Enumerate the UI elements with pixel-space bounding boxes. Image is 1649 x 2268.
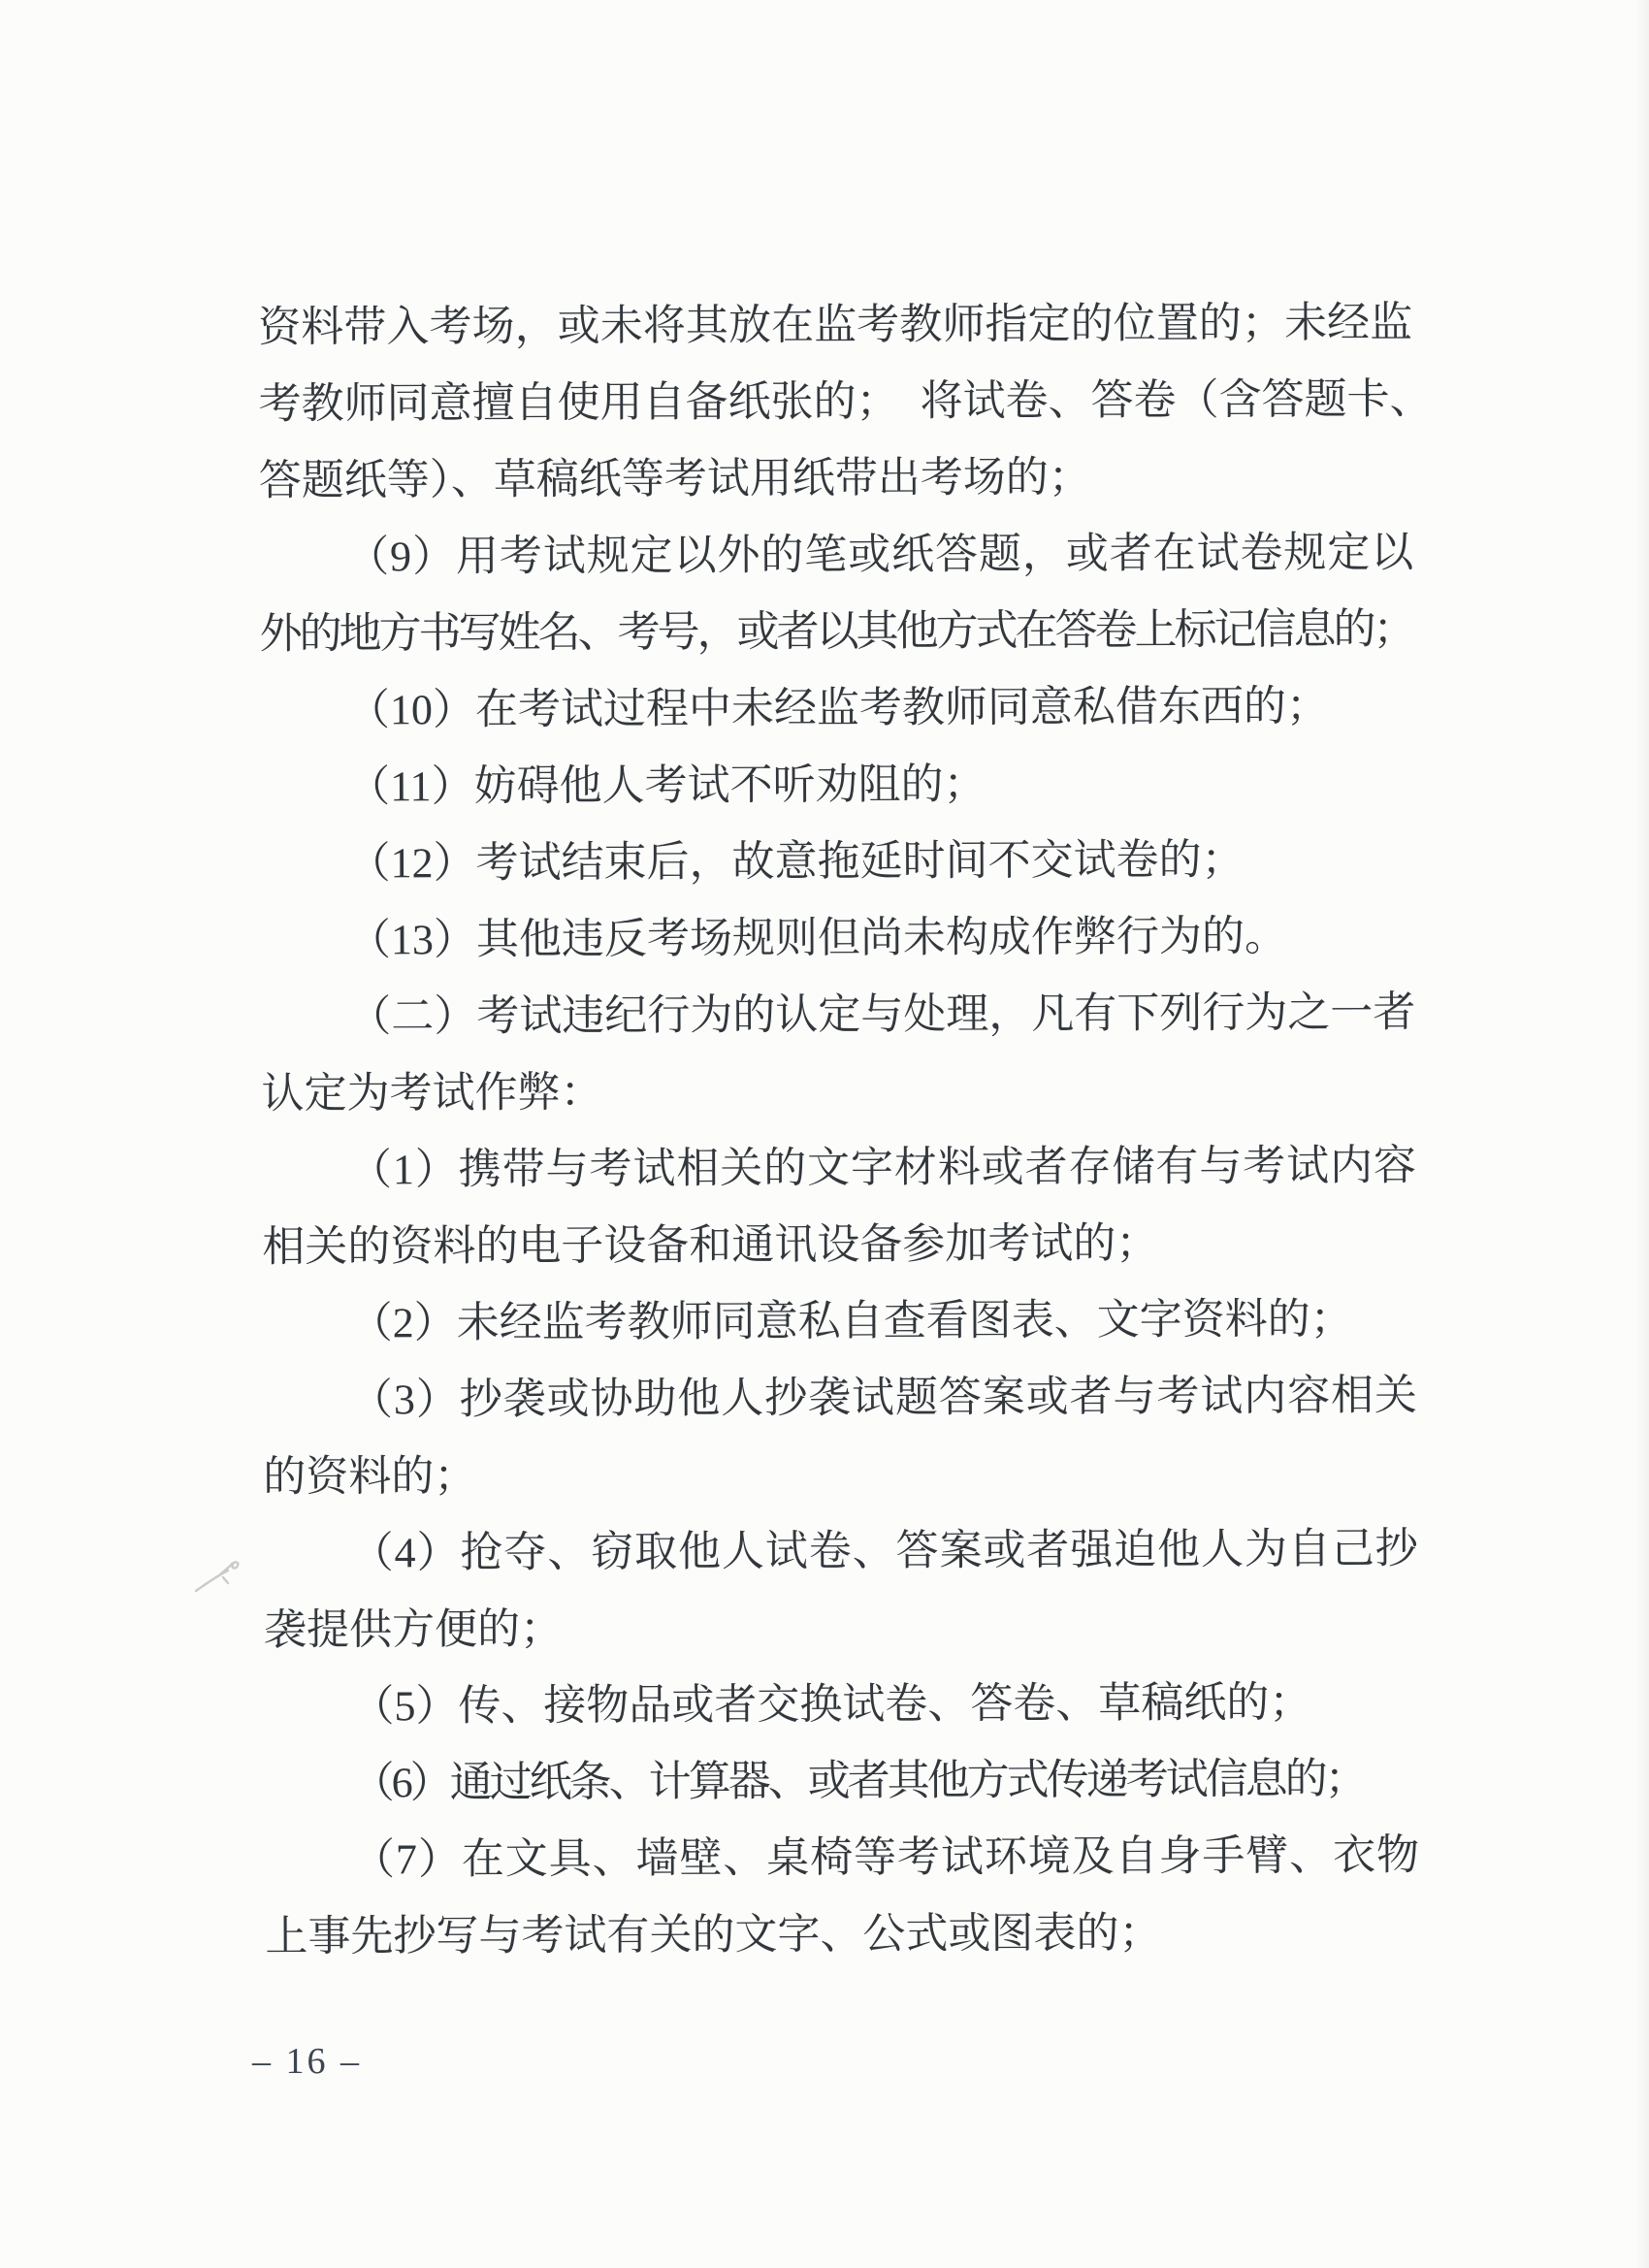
scan-edge-shading bbox=[1635, 0, 1649, 2268]
page-number: – 16 – bbox=[252, 2041, 362, 2082]
text-line: 资料带入考场，或未将其放在监考教师指定的位置的；未经监 bbox=[258, 298, 1413, 351]
text-line: 的资料的； bbox=[263, 1452, 477, 1501]
text-line: （2）未经监考教师同意私自查看图表、文字资料的； bbox=[349, 1295, 1353, 1347]
text-line: （7）在文具、墙壁、桌椅等考试环境及自身手臂、衣物 bbox=[351, 1831, 1420, 1884]
text-line: 认定为考试作弊： bbox=[261, 1068, 603, 1118]
text-line: 上事先抄写与考试有关的文字、公式或图表的； bbox=[265, 1908, 1162, 1960]
text-line: （13）其他违反考场规则但尚未构成作弊行为的。 bbox=[347, 912, 1288, 964]
stray-pencil-mark bbox=[190, 1552, 252, 1604]
text-line: 外的地方书写姓名、考号，或者以其他方式在答卷上标记信息的； bbox=[259, 604, 1413, 658]
text-line: （12）考试结束后，故意拖延时间不交试卷的； bbox=[347, 835, 1245, 888]
text-line: （10）在考试过程中未经监考教师同意私借东西的； bbox=[346, 682, 1329, 734]
text-line: （11）妨碍他人考试不听劝阻的； bbox=[347, 760, 986, 811]
text-line: （4）抢夺、窃取他人试卷、答案或者强迫他人为自己抄 bbox=[350, 1524, 1418, 1577]
text-line: （二）考试违纪行为的认定与处理，凡有下列行为之一者 bbox=[348, 988, 1416, 1041]
text-line: （9）用考试规定以外的笔或纸答题，或者在试卷规定以 bbox=[346, 528, 1414, 581]
text-line: 相关的资料的电子设备和通讯设备参加考试的； bbox=[262, 1218, 1159, 1271]
text-line: （1）携带与考试相关的文字材料或者存储有与考试内容 bbox=[348, 1141, 1417, 1194]
text-line: （5）传、接物品或者交换试卷、答卷、草稿纸的； bbox=[351, 1678, 1312, 1731]
text-line: 答题纸等）、草稿纸等考试用纸带出考场的； bbox=[258, 453, 1091, 504]
text-line: 考教师同意擅自使用自备纸张的； 将试卷、答卷（含答题卡、 bbox=[258, 374, 1433, 428]
text-line: （3）抄袭或协助他人抄袭试题答案或者与考试内容相关 bbox=[349, 1371, 1418, 1424]
text-line: （6）通过纸条、计算器、或者其他方式传递考试信息的； bbox=[351, 1755, 1365, 1807]
text-line: 袭提供方便的； bbox=[263, 1604, 564, 1654]
document-text-block bbox=[258, 284, 1433, 1975]
